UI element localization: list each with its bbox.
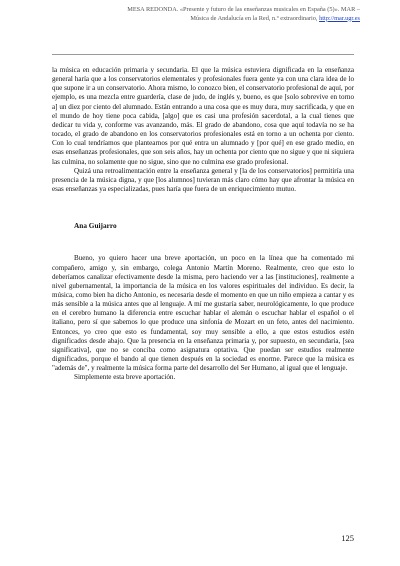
header-divider	[52, 54, 354, 55]
body-paragraph: la música en educación primaria y secundaria. El que la música estuviera dignificada en la enseñanza general haría que a los conservatorios elementales y profesionales fuera gente ya con una clara idea de lo que supone ir a un conservatorio. Ahora mismo, lo conozco bien, el conservatorio profesional de aquí, por ejemplo, es una mezcla entre guardería, clase de judo, de inglés y, bueno, es que [solo sobrevive en torno a] un diez por ciento del alumnado. Están entrando a una cosa que es muy dura, muy sacrificada, y que en el mundo de hoy tiene poca cabida, [algo] que es casi una profesión sacerdotal, a la cual tienes que dedicar tu vida y, conforme vas avanzando, más. El grado de abandono, cosa que aquí todavía no se ha tocado, el grado de abandono en los conservatorios profesionales está en torno a un ochenta por ciento. Con lo cual tendríamos que plantearnos por qué entra un alumnado y [por qué] en ese grado medio, en esas enseñanzas profesionales, que son seis años, hay un ochenta por ciento que no sigue y que ni siquiera las culmina, no solamente que no sigue, sino que no culmina ese grado profesional.	[52, 66, 354, 166]
journal-link[interactable]: http://mar.ugr.es	[319, 14, 360, 22]
body-paragraph: Quizá una retroalimentación entre la enseñanza general y [la de los conservatorios] permitiría una presencia de la música digna, y que [los alumnos] tuvieran más claro cómo hay que afrontar la música en esas enseñanzas ya especializadas, pues haría que fuera de un enriquecimiento mutuo.	[52, 166, 354, 194]
page-body	[52, 66, 354, 383]
speaker-paragraph: Simplemente esta breve aportación.	[74, 373, 176, 382]
running-header-text: MESA REDONDA. «Presente y futuro de las enseñanzas musicales en España (5)». MAR – Música de Andalucía en la Red, n.º extraordinario,	[127, 6, 360, 22]
speaker-paragraph: Bueno, yo quiero hacer una breve aportación, un poco en la línea que ha comentado mi compañero, amigo y, sin embargo, colega Antonio Martín Moreno. Realmente, creo que esto lo deberíamos canalizar efectivamente desde la misma, pero haciendo ver a las [instituciones], realmente a nivel gubernamental, la importancia de la música en los valores espirituales del individuo. Es decir, la música, como bien ha dicho Antonio, es necesaria desde el momento en que un niño empieza a cantar y es más sensible a la música antes que al lenguaje. A mí me gustaría saber, neurológicamente, lo que produce en el cerebro humano la diferencia entre escuchar hablar el alemán o escuchar hablar el español o el italiano, pero sí que sabemos lo que produce una sinfonía de Mozart en un feto, antes del nacimiento. Entonces, yo creo que esto es fundamental, soy muy sensible a ello, a que estos estudios estén dignificados desde abajo. Que la presencia en la enseñanza primaria y, por supuesto, en secundaria, [sea significativa], que no se conciba como asignatura optativa. Que puedan ser estudios realmente dignificados, porque el bando al que tienen después en la sociedad es enorme. Parece que la música es "además de", y realmente la música forma parte del desarrollo del Ser Humano, al igual que el lenguaje.	[52, 254, 354, 373]
running-header	[110, 6, 360, 23]
page-number: 125	[341, 533, 354, 543]
speaker-name: Ana Guijarro	[74, 221, 117, 231]
